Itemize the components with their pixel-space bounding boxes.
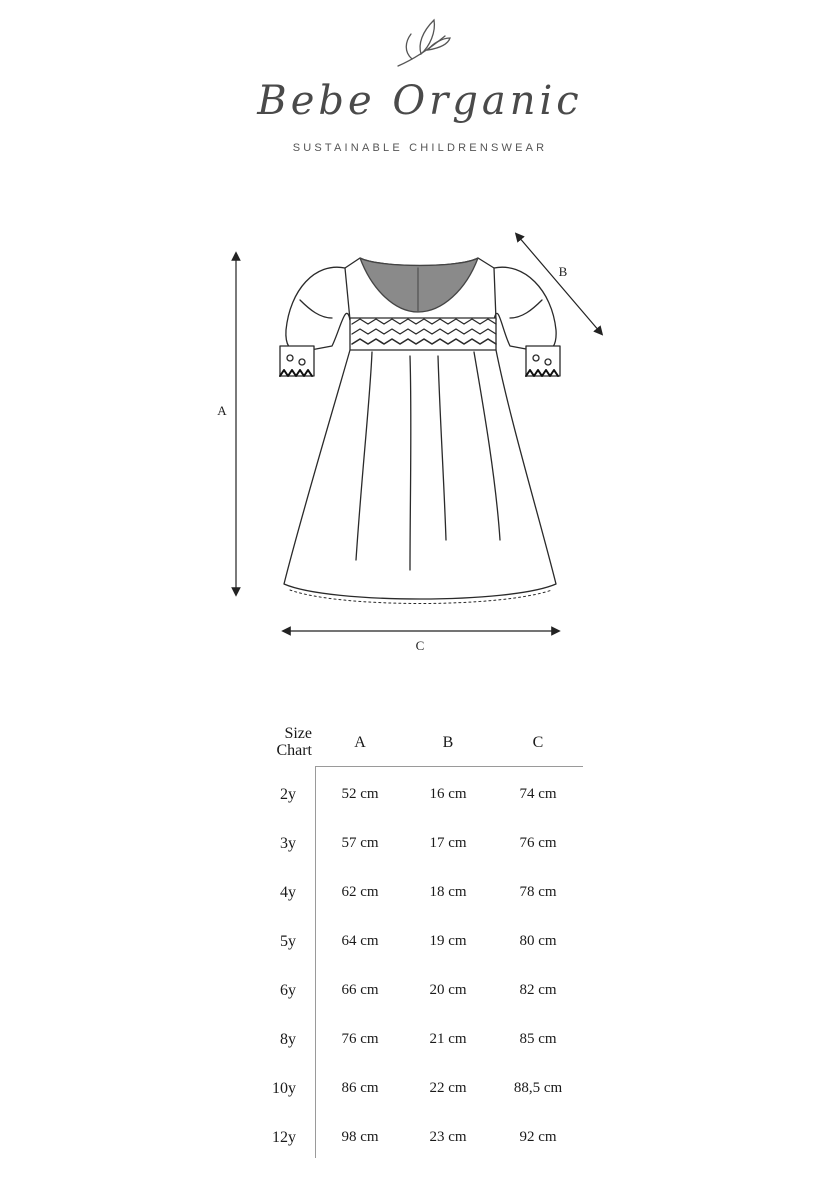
size-chart-table bbox=[240, 722, 585, 1162]
measure-a-cell: 66 cm bbox=[341, 982, 379, 998]
measure-c-cell: 80 cm bbox=[519, 933, 557, 949]
size-chart-heading-line-2: Chart bbox=[276, 742, 312, 759]
measure-a-cell: 57 cm bbox=[341, 835, 379, 851]
measure-a-cell: 76 cm bbox=[341, 1031, 379, 1047]
dimension-b-label: B bbox=[558, 264, 568, 279]
table-row bbox=[240, 884, 585, 914]
size-cell: 3y bbox=[280, 835, 296, 852]
dimension-c-label: C bbox=[415, 638, 425, 653]
size-cell: 4y bbox=[280, 884, 296, 901]
size-cell: 12y bbox=[272, 1129, 296, 1146]
measure-a-cell: 98 cm bbox=[341, 1129, 379, 1145]
table-row bbox=[240, 1129, 585, 1159]
measure-b-cell: 21 cm bbox=[429, 1031, 467, 1047]
leaf-sprig-icon bbox=[398, 20, 450, 66]
measure-b-cell: 18 cm bbox=[429, 884, 467, 900]
size-cell: 10y bbox=[272, 1080, 296, 1097]
measure-a-cell: 62 cm bbox=[341, 884, 379, 900]
measure-b-cell: 16 cm bbox=[429, 786, 467, 802]
table-row bbox=[240, 835, 585, 865]
measure-b-cell: 22 cm bbox=[429, 1080, 467, 1096]
table-row bbox=[240, 1080, 585, 1110]
measure-a-cell: 64 cm bbox=[341, 933, 379, 949]
size-cell: 6y bbox=[280, 982, 296, 999]
table-row bbox=[240, 786, 585, 816]
table-row bbox=[240, 1031, 585, 1061]
size-cell: 5y bbox=[280, 933, 296, 950]
measure-b-cell: 19 cm bbox=[429, 933, 467, 949]
dimension-a-label: A bbox=[217, 403, 227, 418]
measure-c-cell: 74 cm bbox=[519, 786, 557, 802]
measure-a-cell: 86 cm bbox=[341, 1080, 379, 1096]
size-chart-heading-line-1: Size bbox=[284, 725, 312, 742]
measure-c-cell: 82 cm bbox=[519, 982, 557, 998]
measure-c-cell: 78 cm bbox=[519, 884, 557, 900]
dress-measurement-diagram bbox=[0, 220, 840, 660]
measure-c-cell: 92 cm bbox=[519, 1129, 557, 1145]
dimension-b-arrow bbox=[518, 236, 600, 332]
size-cell: 2y bbox=[280, 786, 296, 803]
column-header-c: C bbox=[532, 734, 544, 751]
header-divider bbox=[315, 766, 583, 767]
measure-b-cell: 20 cm bbox=[429, 982, 467, 998]
table-row bbox=[240, 933, 585, 963]
measure-b-cell: 17 cm bbox=[429, 835, 467, 851]
measure-c-cell: 88,5 cm bbox=[513, 1080, 563, 1096]
column-header-b: B bbox=[442, 734, 454, 751]
brand-tagline: SUSTAINABLE CHILDRENSWEAR bbox=[292, 142, 548, 154]
measure-c-cell: 85 cm bbox=[519, 1031, 557, 1047]
measure-b-cell: 23 cm bbox=[429, 1129, 467, 1145]
table-row bbox=[240, 982, 585, 1012]
brand-name: Bebe Organic bbox=[257, 78, 583, 124]
size-chart-heading bbox=[240, 725, 312, 759]
dress-illustration bbox=[280, 258, 560, 604]
size-cell: 8y bbox=[280, 1031, 296, 1048]
column-header-a: A bbox=[354, 734, 366, 751]
table-header-row bbox=[240, 722, 585, 766]
measure-a-cell: 52 cm bbox=[341, 786, 379, 802]
measure-c-cell: 76 cm bbox=[519, 835, 557, 851]
